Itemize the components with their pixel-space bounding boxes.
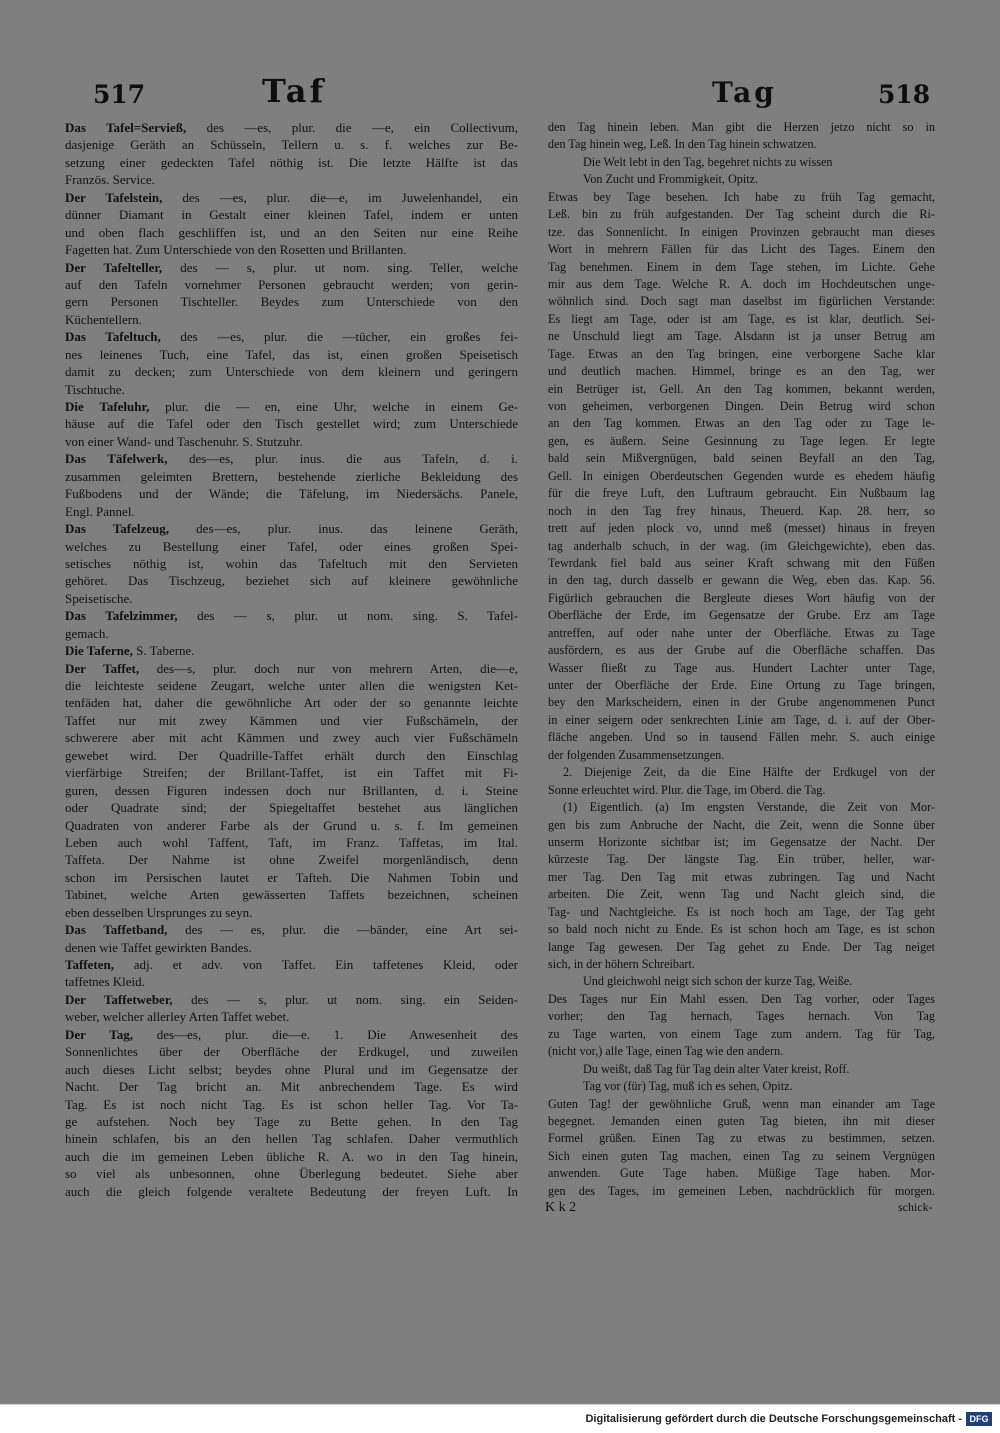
paragraph xyxy=(548,189,935,764)
line-text: Du weißt, daß Tag für Tag dein alter Vater kreist, Roff. xyxy=(583,1061,850,1076)
text-line xyxy=(65,450,518,467)
text-line xyxy=(548,119,935,136)
text-line xyxy=(65,171,518,188)
line-text: nes leinenes Tuch, eine Tafel, das ist, einen großen Speisetisch xyxy=(65,346,518,362)
text-line xyxy=(548,1183,935,1200)
text-line xyxy=(65,1165,518,1182)
right-column xyxy=(548,119,935,1200)
line-text: des — es, plur. die —bänder, eine Art sei- xyxy=(185,922,518,938)
text-line xyxy=(65,136,518,153)
line-text: des — s, plur. ut nom. sing. Teller, welche xyxy=(180,259,519,275)
text-line xyxy=(65,1113,518,1130)
text-line xyxy=(65,660,518,677)
text-line xyxy=(548,276,935,293)
line-text: dasjenige Geräth an Schüsseln, Tellern u. s. f. welches zur Be- xyxy=(65,137,518,153)
text-line xyxy=(65,851,518,868)
line-text: vorher; den Tag hernach, Tages hernach. Von Tag xyxy=(548,1009,935,1024)
text-line xyxy=(65,154,518,171)
text-line xyxy=(65,973,518,990)
text-line xyxy=(65,1078,518,1095)
text-line xyxy=(548,625,935,642)
text-line xyxy=(65,712,518,729)
text-line xyxy=(65,189,518,206)
line-text: arbeiten. Die Zeit, wenn Tag und Nacht gleich sind, die xyxy=(548,887,935,902)
text-line xyxy=(548,503,935,520)
text-line xyxy=(548,764,935,781)
line-text: gewebet wird. Der Quadrille-Taffet erhält durch den Einschlag xyxy=(65,747,518,763)
line-text: von geheimen, verborgenen Dingen. Dein Betrug wird schon xyxy=(548,399,935,413)
line-text: Tage. Etwas an den Tag bringen, eine verborgene Sache klar xyxy=(548,346,935,361)
line-text: Wasser fließt zu Tage aus. Hundert Lachter unter Tage, xyxy=(548,660,935,675)
line-text: hinein schlafen, bis an den hellen Tag schlafen. Daher vermuthlich xyxy=(65,1131,518,1147)
line-text: auch die gleich folgende veraltete Bedeutung der freyen Luft. In xyxy=(65,1183,518,1199)
line-text: 2. Diejenige Zeit, da die Eine Hälfte der Erdkugel von der xyxy=(563,765,935,780)
digitization-credit-bar xyxy=(0,1404,1000,1433)
line-text: Tischtuche. xyxy=(65,381,125,397)
text-line xyxy=(548,189,935,206)
text-line xyxy=(65,834,518,851)
text-line xyxy=(548,973,935,990)
left-page-number: 517 xyxy=(93,80,146,109)
text-line xyxy=(548,1043,935,1060)
line-text: des —es, plur. die —tücher, ein großes fei- xyxy=(180,329,519,345)
text-line xyxy=(548,1008,935,1025)
text-line xyxy=(548,799,935,816)
text-line xyxy=(65,642,518,659)
line-text: Etwas bey Tage besehen. Ich habe zu früh Tag gemacht, xyxy=(548,189,935,204)
text-line xyxy=(65,625,518,642)
left-running-head: Taf xyxy=(262,72,327,110)
line-text: des—es, plur. die—e. 1. Die Anwesenheit des xyxy=(156,1026,519,1042)
text-line xyxy=(548,712,935,729)
text-line xyxy=(548,1061,935,1078)
line-text: Nacht. Der Tag bricht an. Mit anbrechendem Tage. Es wird xyxy=(65,1079,518,1095)
line-text: ein Betrüger ist, Gell. An den Tag kommen, bekannt werden, xyxy=(548,381,935,396)
line-text: schon im Persischen lautet er Tafteh. Die Nahmen Tobin und xyxy=(65,869,518,885)
headword: Das Tafelzimmer, xyxy=(65,608,178,624)
text-line xyxy=(65,1061,518,1078)
line-text: für die freye Luft, den Luftraum gebraucht. Ein Nußbaum lag xyxy=(548,486,935,501)
line-text: guren, dessen Figuren indessen doch nur Brillanten, d. i. Steine xyxy=(65,782,518,798)
line-text: unter der Oberfläche der Erde. Eine Ortung zu Tage bringen, xyxy=(548,678,935,692)
line-text: Engl. Pannel. xyxy=(65,503,135,519)
line-text: tenfäden hat, daher die gewöhnliche Art oder der so genannte leichte xyxy=(65,695,518,711)
text-line xyxy=(548,1096,935,1113)
text-line xyxy=(548,1130,935,1147)
line-text: Sonnenlichtes über der Oberfläche der Erdkugel, und zuweilen xyxy=(65,1044,518,1060)
line-text: antreffen, auf oder nahe unter der Oberfläche. Etwas zu Tage xyxy=(548,625,935,640)
text-line xyxy=(65,503,518,520)
text-line xyxy=(548,642,935,659)
text-line xyxy=(548,241,935,258)
text-line xyxy=(548,398,935,415)
text-line xyxy=(548,538,935,555)
text-line xyxy=(548,433,935,450)
line-text: S. Taberne. xyxy=(136,643,195,659)
text-line xyxy=(65,346,518,363)
text-line xyxy=(548,869,935,886)
headword: Das Tafeltuch, xyxy=(65,329,161,345)
line-text: (1) Eigentlich. (a) Im engsten Verstande, die Zeit von Mor- xyxy=(563,800,935,815)
text-line xyxy=(65,293,518,310)
line-text: Wort in mehrern Fällen für das Licht des Tages. Einem den xyxy=(548,242,935,257)
line-text: den Tag hinein leben. Man gibt die Herzen jetzo nicht so in xyxy=(548,120,935,134)
line-text: Speisetische. xyxy=(65,590,133,606)
text-line xyxy=(548,555,935,572)
line-text: Fagetten hat. Zum Unterschiede von den Rosetten und Brillanten. xyxy=(65,242,407,258)
text-line xyxy=(548,485,935,502)
line-text: Taffet nur mit zwey Kämmen und vier Fußschämeln, der xyxy=(65,712,518,728)
line-text: noch in den Tag frey hinaus, Theuerd. Kap. 28. herr, so xyxy=(548,503,935,518)
text-line xyxy=(548,1026,935,1043)
line-text: Guten Tag! der gewöhnliche Gruß, wenn man einander am Tage xyxy=(548,1096,935,1111)
text-line xyxy=(548,851,935,868)
line-text: Sich einen guten Tag machen, einen Tag zu seinem Vergnügen xyxy=(548,1148,935,1163)
line-text: weber, welcher allerley Arten Taffet webet. xyxy=(65,1009,290,1025)
line-text: des—s, plur. doch nur von mehrern Arten, die—e, xyxy=(156,660,518,676)
line-text: vierfärbige Streifen; der Brillant-Taffet, ist ein Taffet mit Fi- xyxy=(65,765,518,781)
dictionary-entry xyxy=(65,1026,518,1200)
headword: Das Täfelwerk, xyxy=(65,451,168,467)
line-text: Küchentellern. xyxy=(65,311,142,327)
line-text: Und gleichwohl neigt sich schon der kurze Tag, Weiße. xyxy=(583,974,853,989)
text-line xyxy=(548,171,935,188)
text-line xyxy=(65,468,518,485)
line-text: Es liegt am Tage, oder ist am Tage, es ist klar, deutlich. Sei- xyxy=(548,311,935,326)
text-line xyxy=(548,782,935,799)
line-text: gemach. xyxy=(65,625,109,641)
text-line xyxy=(65,799,518,816)
line-text: taffetnes Kleid. xyxy=(65,974,145,990)
text-line xyxy=(548,415,935,432)
line-text: trett auf jeden plock vo, unnd meß (messet) hinaus in freyen xyxy=(548,521,935,536)
text-line xyxy=(65,869,518,886)
text-line xyxy=(548,293,935,310)
left-column xyxy=(65,119,518,1200)
line-text: denen wie Taffet gewirkten Bandes. xyxy=(65,939,252,955)
line-text: Oberfläche der Erde, im Gegensatze der Grube. Erz am Tage xyxy=(548,608,935,623)
line-text: gen, es äußern. Seine Gesinnung zu Tage legen. Er legte xyxy=(548,433,935,448)
line-text: tag anderhalb schuch, in der wag. (im Gleichgewichte), eben das. xyxy=(548,538,935,553)
line-text: ge aufstehen. Noch bey Tage zu Bette gehen. In den Tag xyxy=(65,1113,518,1129)
text-line xyxy=(65,607,518,624)
text-line xyxy=(548,1078,935,1095)
line-text: bald sein Mißvergnügen, bald seinen Beyfall an den Tag, xyxy=(548,451,935,466)
text-line xyxy=(548,590,935,607)
headword: Der Tag, xyxy=(65,1026,133,1042)
text-line xyxy=(548,817,935,834)
text-line xyxy=(65,311,518,328)
text-line xyxy=(548,677,935,694)
text-line xyxy=(548,729,935,746)
text-line xyxy=(65,991,518,1008)
text-line xyxy=(65,433,518,450)
text-line xyxy=(65,485,518,502)
text-line xyxy=(65,590,518,607)
text-line xyxy=(548,572,935,589)
line-text: von einer Wand- und Taschenuhr. S. Stutzuhr. xyxy=(65,433,303,449)
text-line xyxy=(65,328,518,345)
line-text: so bald noch nicht zu Ende. Es ist schon hoch am Tage, es ist schon xyxy=(548,922,935,937)
headword: Der Taffetweber, xyxy=(65,991,173,1007)
line-text: des—es, plur. inus. die aus Tafeln, d. i. xyxy=(188,451,518,467)
dictionary-entry xyxy=(65,189,518,259)
credit-text: Digitalisierung gefördert durch die Deutsche Forschungsgemeinschaft - xyxy=(585,1413,962,1425)
line-text: unserm Horizonte sichtbar ist; im Gegensatze der Nacht. Der xyxy=(548,834,935,849)
text-line xyxy=(65,1008,518,1025)
line-text: auch die im gemeinen Leben übliche R. A. wo in den Tag hinein, xyxy=(65,1148,518,1164)
line-text: (nicht vor,) alle Tage, einen Tag wie den andern. xyxy=(548,1044,784,1059)
text-line xyxy=(548,154,935,171)
line-text: Tag vor (für) Tag, muß ich es sehen, Opitz. xyxy=(583,1079,793,1094)
dictionary-entry xyxy=(65,259,518,329)
text-line xyxy=(65,886,518,903)
headword: Taffeten, xyxy=(65,957,114,972)
line-text: und deutlich machen. Himmel, bringe es an den Tag, wer xyxy=(548,364,935,379)
line-text: häuse auf die Tafel oder den Tisch gestellet wird; zum Unterschiede xyxy=(65,416,518,432)
line-text: fläche angeben. Und so in tausend Fällen mehr. S. auch einige xyxy=(548,730,935,745)
text-line xyxy=(65,1096,518,1113)
line-text: des —es, plur. die—e, im Juwelenhandel, ein xyxy=(182,189,519,205)
line-text: des —es, plur. die —e, ein Collectivum, xyxy=(206,120,519,135)
line-text: so viel als unbesonnen, ohne Überlegung bedeutet. Siehe aber xyxy=(65,1166,518,1182)
text-line xyxy=(65,764,518,781)
text-line xyxy=(548,921,935,938)
line-text: in den tag, durch dasselb er gewann die Weg, eben das. Kap. 56. xyxy=(548,573,935,588)
text-line xyxy=(65,520,518,537)
line-text: mir aus dem Tage. Welche R. A. doch im Hochdeutschen unge- xyxy=(548,276,935,291)
line-text: in einer seigern oder senkrechten Linie am Tage, d. i. auf der Ober- xyxy=(548,712,935,727)
line-text: an den Tag kommen. Etwas an den Tag oder zu Tage le- xyxy=(548,416,935,431)
text-line xyxy=(548,956,935,973)
text-line xyxy=(65,363,518,380)
line-text: plur. die — en, eine Uhr, welche in einem Ge- xyxy=(165,399,519,414)
line-text: Tag. Es ist noch nicht Tag. Es ist schon heller Tag. Vor Ta- xyxy=(65,1096,518,1112)
headword: Der Tafelstein, xyxy=(65,189,163,205)
line-text: anwenden. Gute Tage haben. Müßige Tage haben. Mor- xyxy=(548,1166,935,1181)
line-text: der folgenden Zusammensetzungen. xyxy=(548,747,725,762)
text-line xyxy=(65,747,518,764)
line-text: mer Tag. Den Tag mit etwas zubringen. Tag und Nacht xyxy=(548,869,935,884)
text-line xyxy=(548,346,935,363)
line-text: bey den Markscheidern, einen in der Grube angenommenen Punct xyxy=(548,695,935,710)
paragraph xyxy=(548,1096,935,1201)
line-text: Sonne erleuchtet wird. Plur. die Tage, im Oberd. die Tag. xyxy=(548,782,826,797)
line-text: Formel grüßen. Einen Tag zu etwas zu bestimmen, setzen. xyxy=(548,1131,935,1146)
paragraph xyxy=(548,119,935,154)
text-line xyxy=(548,381,935,398)
line-text: Tag- und Nachtgleiche. Es ist noch hoch am Tage, der Tag geht xyxy=(548,904,935,919)
line-text: Quadraten von anderer Farbe als der Grund u. s. f. Im gemeinen xyxy=(65,817,518,833)
dfg-logo-icon: DFG xyxy=(966,1412,992,1426)
text-line xyxy=(65,904,518,921)
text-line xyxy=(548,904,935,921)
dictionary-entry xyxy=(65,991,518,1026)
paragraph xyxy=(548,764,935,799)
text-line xyxy=(65,1183,518,1200)
text-line xyxy=(65,119,518,136)
text-line xyxy=(65,538,518,555)
text-line xyxy=(65,1026,518,1043)
line-text: lange Tag gewesen. Der Tag gehet zu Ende. Der Tag neiget xyxy=(548,939,935,954)
text-line xyxy=(548,311,935,328)
text-line xyxy=(548,136,935,153)
dictionary-entry xyxy=(65,119,518,189)
text-line xyxy=(548,259,935,276)
line-text: gehöret. Das Tischzeug, beziehet sich auf kleinere gewöhnliche xyxy=(65,573,518,589)
line-text: des — s, plur. ut nom. sing. S. Tafel- xyxy=(197,608,518,624)
line-text: adj. et adv. von Taffet. Ein taffetenes Kleid, oder xyxy=(133,957,518,972)
text-line xyxy=(65,259,518,276)
text-line xyxy=(65,782,518,799)
verse-quotation xyxy=(548,154,935,189)
line-text: wöhnlich sind. Doch sagt man daselbst im figürlichen Verstande: xyxy=(548,294,935,309)
text-line xyxy=(65,398,518,415)
right-running-head: Tag xyxy=(712,76,777,109)
text-line xyxy=(65,206,518,223)
paragraph xyxy=(548,991,935,1061)
line-text: Die Welt lebt in den Tag, begehret nichts zu wissen xyxy=(583,154,833,169)
line-text: Leß. bin zu früh aufgestanden. Der Tag scheint durch die Ri- xyxy=(548,207,935,222)
text-line xyxy=(548,468,935,485)
dictionary-entry xyxy=(65,607,518,642)
line-text: auf den Tafeln vornehmer Personen gebraucht werden; von gerin- xyxy=(65,276,518,292)
verse-quotation xyxy=(548,973,935,990)
line-text: gen des Tages, im gemeinen Leben, nachdrücklich für morgen. xyxy=(548,1183,935,1198)
text-line xyxy=(548,939,935,956)
line-text: setzung einer gedeckten Tafel nöthig ist. Die letzte Hälfte ist das xyxy=(65,154,518,170)
text-line xyxy=(65,1130,518,1147)
text-line xyxy=(548,834,935,851)
line-text: gen bis zum Anbruche der Nacht, die Zeit, wenn die Sonne über xyxy=(548,817,935,832)
text-line xyxy=(65,956,518,973)
text-line xyxy=(548,206,935,223)
line-text: eben desselben Ursprunges zu seyn. xyxy=(65,904,253,920)
text-line xyxy=(548,520,935,537)
headword: Der Taffet, xyxy=(65,660,140,676)
paragraph xyxy=(548,799,935,973)
headword: Der Tafelteller, xyxy=(65,259,163,275)
line-text: den Tag hinein weg, Leß. In den Tag hinein schwatzen. xyxy=(548,137,817,152)
line-text: sich, in der höhern Schreibart. xyxy=(548,957,695,971)
line-text: ausfördern, es aus der Grube auf die Oberfläche schaffen. Das xyxy=(548,643,935,658)
verse-quotation xyxy=(548,1061,935,1096)
text-line xyxy=(65,555,518,572)
line-text: gern Personen Tischteller. Beydes zum Unterschiede von den xyxy=(65,294,518,310)
text-line xyxy=(548,1165,935,1182)
line-text: damit zu decken; zum Unterschiede von dem kleinern und geringern xyxy=(65,364,518,380)
line-text: Gell. In einigen Oberdeutschen Gegenden wurde es ehedem häufig xyxy=(548,468,935,483)
line-text: Tabinet, welche Arten gewässerten Taffets bezeichnen, scheinen xyxy=(65,887,518,903)
text-line xyxy=(548,450,935,467)
headword: Das Tafel=Servieß, xyxy=(65,120,187,135)
line-text: Tewrdank fiel bald aus seiner Kraft schwang mit den Füßen xyxy=(548,555,935,570)
text-line xyxy=(548,991,935,1008)
line-text: welches zu Bestellung einer Tafel, oder eines großen Spei- xyxy=(65,538,518,554)
text-line xyxy=(548,886,935,903)
text-line xyxy=(548,224,935,241)
line-text: des — s, plur. ut nom. sing. ein Seiden- xyxy=(191,991,519,1007)
dictionary-entry xyxy=(65,520,518,607)
headword: Die Tafeluhr, xyxy=(65,399,150,414)
text-line xyxy=(65,572,518,589)
printer-signature: K k 2 xyxy=(545,1200,577,1215)
text-line xyxy=(65,241,518,258)
line-text: Figürlich gebrauchen die Bergleute dieses Wort häufig von der xyxy=(548,590,935,605)
line-text: Von Zucht und Frommigkeit, Opitz. xyxy=(583,172,759,187)
headword: Die Taferne, xyxy=(65,643,133,659)
text-line xyxy=(548,1148,935,1165)
dictionary-entry xyxy=(65,956,518,991)
dictionary-entry xyxy=(65,328,518,398)
text-line xyxy=(65,677,518,694)
line-text: setisches nöthig ist, wohin das Tafeltuch mit den Servieten xyxy=(65,555,518,571)
line-text: Französ. Service. xyxy=(65,172,155,188)
line-text: kürzeste Tag. Der längste Tag. Ein trüber, heller, war- xyxy=(548,852,935,867)
text-line xyxy=(65,939,518,956)
line-text: dünner Diamant in Gestalt einer kleinen Tafel, indem er unten xyxy=(65,207,518,223)
right-page-number: 518 xyxy=(878,80,931,109)
line-text: Tag benehmen. Einem in dem Tage stehen, im Lichte. Gehe xyxy=(548,259,935,274)
line-text: tze. das Sonnenlicht. In einigen Provinzen gebraucht man dieses xyxy=(548,224,935,239)
headword: Das Taffetband, xyxy=(65,922,168,938)
dictionary-entry xyxy=(65,450,518,520)
line-text: schwerere aber mit acht Kämmen und zwey auch vier Fußschämeln xyxy=(65,730,518,746)
text-line xyxy=(65,224,518,241)
text-line xyxy=(65,921,518,938)
line-text: zusammen geleimten Brettern, bestehende zierliche Bekleidung des xyxy=(65,468,518,484)
line-text: ne Unschuld liegt am Tage. Alsdann ist ja unser Betrug am xyxy=(548,329,935,344)
line-text: des—es, plur. inus. das leinene Geräth, xyxy=(196,521,519,537)
line-text: auch dieses Licht selbst; beydes ohne Plural und im Gegensatze der xyxy=(65,1061,518,1077)
line-text: Leben auch wohl Taffent, Taft, im Franz. Taffetas, im Ital. xyxy=(65,834,518,850)
text-line xyxy=(65,415,518,432)
text-line xyxy=(548,747,935,764)
headword: Das Tafelzeug, xyxy=(65,521,170,537)
text-line xyxy=(65,817,518,834)
line-text: und oben flach geschliffen ist, und an den Seiten nur eine Reihe xyxy=(65,224,518,240)
dictionary-entry xyxy=(65,398,518,450)
text-line xyxy=(548,607,935,624)
line-text: begegnet. Jemanden einen guten Tag bieten, ihn mit dieser xyxy=(548,1113,935,1128)
text-line xyxy=(65,1043,518,1060)
dictionary-entry xyxy=(65,660,518,922)
dictionary-entry xyxy=(65,921,518,956)
text-line xyxy=(65,729,518,746)
line-text: Des Tages nur Ein Mahl essen. Den Tag vorher, oder Tages xyxy=(548,991,935,1006)
line-text: Fußbodens und der Wände; die Täfelung, im Niedersächs. Panele, xyxy=(65,486,518,502)
text-line xyxy=(548,694,935,711)
text-line xyxy=(548,660,935,677)
catchword: schick- xyxy=(898,1200,933,1214)
text-line xyxy=(65,694,518,711)
text-line xyxy=(65,381,518,398)
dictionary-entry xyxy=(65,642,518,659)
text-line xyxy=(65,1148,518,1165)
line-text: zu Tage warten, von einem Tage zum andern. Tag für Tag, xyxy=(548,1026,935,1041)
text-line xyxy=(548,328,935,345)
text-line xyxy=(548,363,935,380)
text-line xyxy=(65,276,518,293)
line-text: Taffeta. Der Nahme ist ohne Zweifel morgenländisch, denn xyxy=(65,852,518,868)
line-text: oder Quadrate sind; der Spiegeltaffet bestehet aus länglichen xyxy=(65,800,518,816)
line-text: die leichteste seidene Zeugart, welche unter allen die wenigsten Ket- xyxy=(65,678,518,693)
text-line xyxy=(548,1113,935,1130)
